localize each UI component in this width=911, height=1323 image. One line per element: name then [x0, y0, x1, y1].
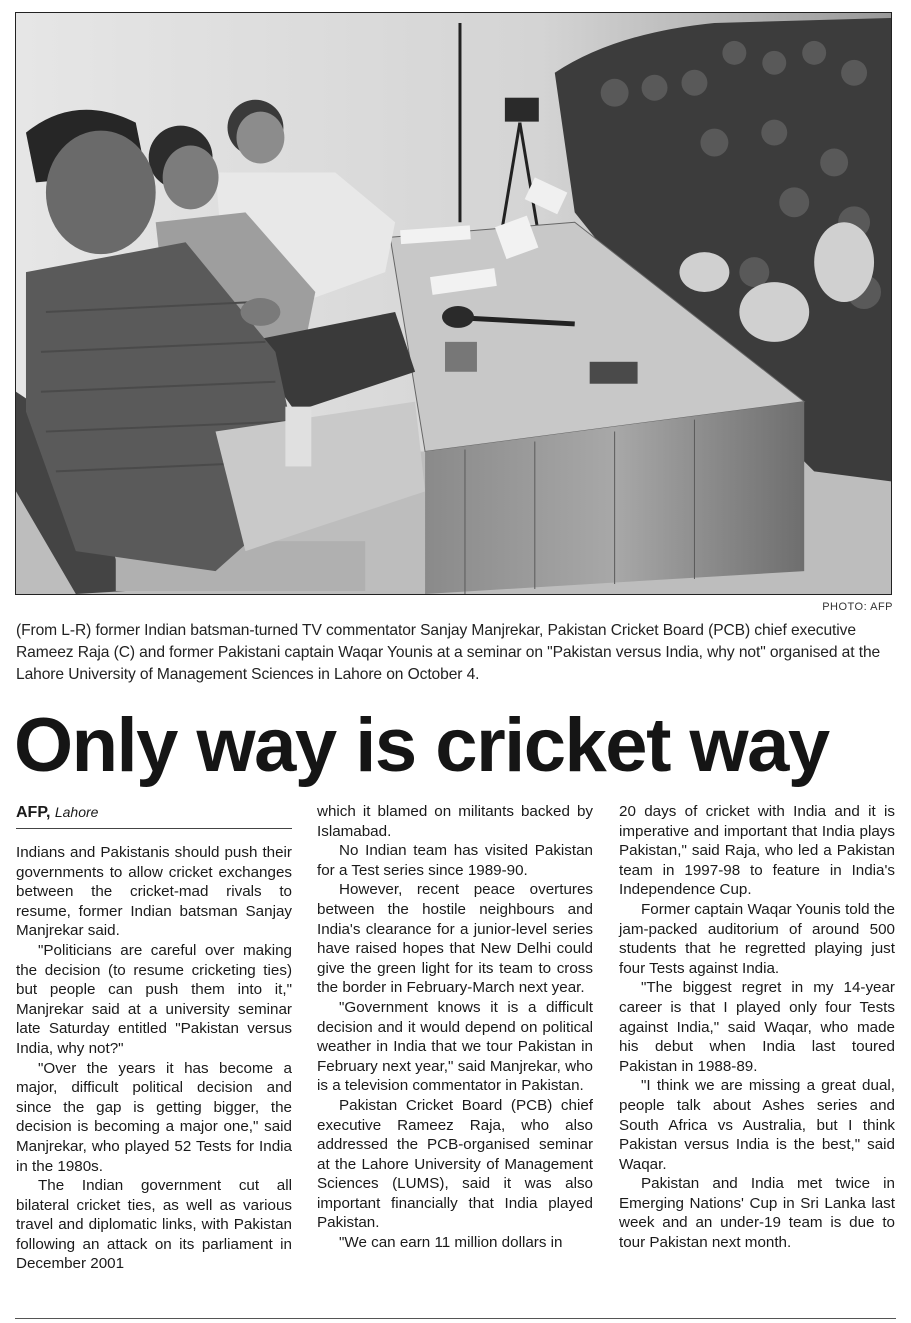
paragraph: which it blamed on militants backed by Islamabad. [317, 803, 593, 840]
paragraph: Former captain Waqar Younis told the jam-packed auditorium of around 500 students that he regretted playing just four Tests against India. [619, 900, 895, 977]
paragraph: "Politicians are careful over making the decision (to resume cricketing ties) but people can push them into it," Manjrekar said at a university seminar late Saturday entitled "Pakistan versus India, why not?" [16, 941, 292, 1057]
paragraph: Pakistan Cricket Board (PCB) chief executive Rameez Raja, who also addressed the PCB-organised seminar at the Lahore University of Management Sciences (LUMS), said it was also important financially that India played Pakistan. [317, 1096, 593, 1232]
bottom-divider [15, 1318, 896, 1319]
paragraph: "I think we are missing a great dual, people talk about Ashes series and South Africa vs Australia, but I think Pakistan versus India is the best," said Waqar. [619, 1077, 895, 1173]
article-column-1 [16, 802, 292, 1274]
article-column-3 [619, 802, 895, 1253]
paragraph: 20 days of cricket with India and it is imperative and important that India plays Pakistan," said Raja, who led a Pakistan team in 1997-98 to feature in India's Independence Cup. [619, 803, 895, 899]
byline-place: Lahore [54, 804, 99, 820]
paragraph: The Indian government cut all bilateral cricket ties, as well as various travel and diplomatic links, with Pakistan following an attack on its parliament in December 2001 [16, 1177, 292, 1273]
headline: Only way is cricket way [14, 703, 829, 788]
photo-credit: PHOTO: AFP [822, 601, 893, 613]
paragraph: Indians and Pakistanis should push their governments to allow cricket exchanges between the cricket-mad rivals to resume, former Indian batsman Sanjay Manjrekar said. [16, 844, 292, 940]
paragraph: Pakistan and India met twice in Emerging Nations' Cup in Sri Lanka last week and an under-19 team is due to tour Pakistan next month. [619, 1175, 895, 1252]
paragraph: "The biggest regret in my 14-year career is that I played only four Tests against India," said Waqar, who made his debut when India last toured Pakistan in 1988-89. [619, 979, 895, 1075]
paragraph: However, recent peace overtures between the hostile neighbours and India's clearance for a junior-level series have raised hopes that New Delhi could give the green light for its team to cross the border in February-March next year. [317, 881, 593, 997]
paragraph: "Over the years it has become a major, difficult political decision and since the gap is getting bigger, the decision is becoming a major one," said Manjrekar, who played 52 Tests for India in the 1980s. [16, 1059, 292, 1175]
paragraph: No Indian team has visited Pakistan for a Test series since 1989-90. [317, 842, 593, 879]
paragraph: "We can earn 11 million dollars in [339, 1234, 563, 1252]
article-column-2 [317, 802, 593, 1253]
seminar-photo-illustration [16, 13, 891, 594]
news-photo [15, 12, 892, 595]
byline-agency: AFP, [16, 804, 51, 821]
paragraph: "Government knows it is a difficult decision and it would depend on political weather in India that we tour Pakistan in February next year," said Manjrekar, who is a television commentator in Pakistan. [317, 998, 593, 1095]
byline [16, 802, 292, 829]
photo-caption: (From L-R) former Indian batsman-turned TV commentator Sanjay Manjrekar, Pakistan Cricket Board (PCB) chief executive Rameez Raja (C) and former Pakistani captain Waqar Younis at a seminar on "Pakistan versus India, why not" organised at the Lahore University of Management Sciences in Lahore on October 4. [16, 622, 881, 683]
